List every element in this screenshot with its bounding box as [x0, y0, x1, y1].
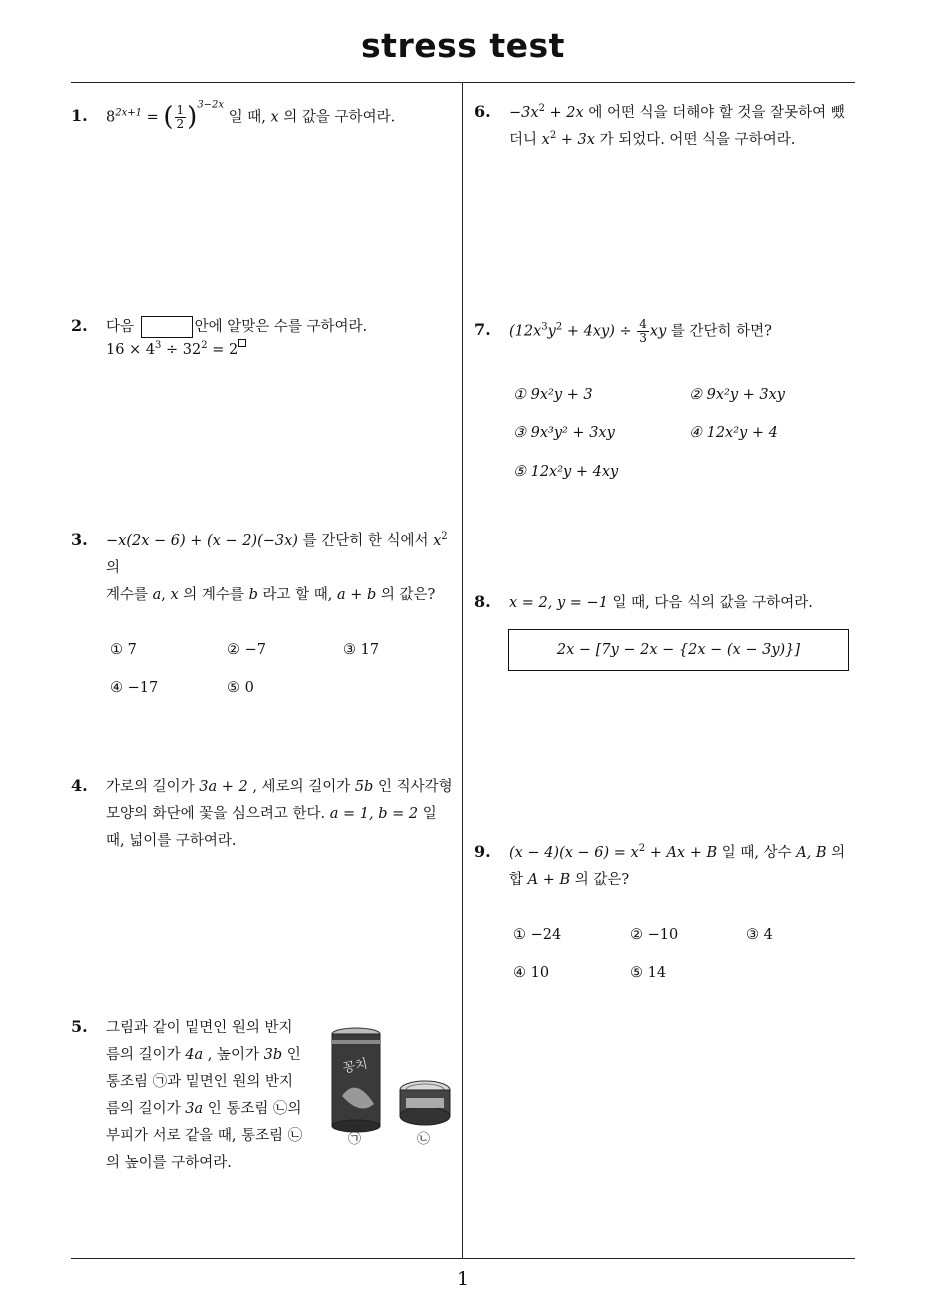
question-line: 그림과 같이 밑면인 원의 반지 [106, 1020, 293, 1036]
math-exponent: 2 [441, 531, 448, 542]
text: , 높이가 [203, 1047, 264, 1063]
math: A + B [527, 872, 571, 888]
question-7 [474, 318, 864, 492]
math: a = 1, b = 2 [329, 806, 419, 822]
math-exponent: 2 [555, 321, 563, 333]
bottom-rule [71, 1258, 855, 1259]
question-number: 5. [71, 1017, 88, 1036]
text: 의 값은? [570, 872, 630, 888]
text: 라고 할 때, [257, 587, 337, 603]
math: x [541, 132, 550, 148]
question-number: 9. [474, 842, 491, 861]
question-line: 때, 넓이를 구하여라. [106, 833, 237, 849]
math: + 2x [544, 105, 584, 121]
question-line [106, 774, 461, 801]
choice-1[interactable]: ① −24 [513, 927, 562, 943]
top-rule [71, 82, 855, 83]
answer-blank-box [141, 316, 193, 338]
question-4 [71, 774, 461, 855]
text: 일 [418, 806, 437, 822]
question-line [106, 1042, 331, 1069]
question-line: 통조림 ㉠과 밑면인 원의 반지 [106, 1074, 294, 1090]
short-can-image [398, 1078, 452, 1134]
expression-box: 2x − [7y − 2x − {2x − (x − 3y)}] [508, 629, 849, 671]
math-exponent: 2 [638, 843, 646, 854]
math-var: b [248, 587, 258, 603]
question-body [509, 840, 864, 1002]
choice-1[interactable]: ① 9x²y + 3 [513, 386, 593, 403]
choice-list [509, 382, 864, 492]
math-exponent: 3 [155, 340, 162, 351]
text: 계수를 [106, 587, 153, 603]
question-number: 8. [474, 592, 491, 611]
choice-2[interactable]: ② −10 [630, 927, 679, 943]
question-2 [71, 314, 451, 364]
choice-3[interactable]: ③ 4 [746, 927, 773, 943]
math-exponent: 2 [201, 340, 208, 351]
choice-1[interactable]: ① 7 [110, 642, 137, 658]
question-5 [71, 1015, 331, 1177]
text: 다음 [106, 319, 139, 335]
math: 5b [354, 779, 374, 795]
fraction-numerator: 1 [176, 103, 185, 117]
question-body [106, 1015, 331, 1177]
question-expression [106, 337, 451, 364]
question-number: 1. [71, 106, 88, 125]
text: 일 때, 다음 식의 값을 구하여라. [607, 595, 813, 611]
math: a + b [336, 587, 377, 603]
page-number: 1 [456, 1268, 470, 1290]
text: 안에 알맞은 수를 구하여라. [194, 319, 368, 335]
column-divider [462, 83, 463, 1258]
exponent-blank-box [238, 339, 246, 347]
math-var: x [170, 587, 179, 603]
question-line: 의 높이를 구하여라. [106, 1155, 232, 1171]
can-brand-text: 꽁치 [341, 1056, 370, 1077]
math-exponent: 3 [541, 321, 548, 333]
choice-2[interactable]: ② 9x²y + 3xy [689, 386, 785, 403]
math: (12x [509, 323, 542, 340]
question-body [509, 318, 864, 492]
question-body [509, 590, 864, 617]
fraction-denominator: 3 [639, 331, 647, 345]
choice-4[interactable]: ④ 10 [513, 965, 550, 981]
text: 를 간단히 한 식에서 [297, 533, 434, 549]
right-paren: ) [187, 102, 198, 132]
question-1 [71, 99, 451, 132]
question-body [106, 774, 461, 855]
question-6 [474, 100, 864, 154]
tall-can-image [330, 1026, 382, 1134]
text: 합 [509, 872, 528, 888]
text: 의 [826, 845, 846, 861]
text: 의 계수를 [178, 587, 249, 603]
math: (x − 4)(x − 6) = x [509, 845, 639, 861]
math-exponent: 2 [549, 130, 557, 141]
fraction [175, 104, 187, 131]
math-exponent: 2x+1 [115, 107, 142, 119]
can-label-2: ㉡ [417, 1132, 431, 1147]
question-line [106, 528, 461, 582]
text: 가 되었다. 어떤 식을 구하여라. [594, 132, 796, 148]
question-line [509, 100, 864, 127]
question-number: 6. [474, 102, 491, 121]
math: 3b [263, 1047, 283, 1063]
question-number: 3. [71, 530, 88, 549]
choice-4[interactable]: ④ 12x²y + 4 [689, 424, 778, 441]
text: 인 [282, 1047, 301, 1063]
text: 의 값을 구하여라. [278, 109, 396, 126]
page-title: stress test [361, 26, 565, 65]
text: 인 직사각형 [373, 779, 453, 795]
choice-list [106, 637, 461, 727]
choice-3[interactable]: ③ 17 [343, 642, 380, 658]
math: −x(2x − 6) + (x − 2)(−3x) [106, 533, 298, 549]
question-line [509, 590, 864, 617]
choice-4[interactable]: ④ −17 [110, 680, 159, 696]
question-line [106, 801, 461, 828]
choice-list [509, 922, 864, 1002]
math-var: x [270, 109, 279, 126]
math: + Ax + B [645, 845, 718, 861]
text: 더니 [509, 132, 542, 148]
math: = 2 [207, 342, 239, 358]
text: , 세로의 길이가 [247, 779, 355, 795]
text: 모양의 화단에 꽃을 심으려고 한다. [106, 806, 330, 822]
math: ÷ 32 [161, 342, 202, 358]
choice-3[interactable]: ③ 9x³y² + 3xy [513, 424, 615, 441]
question-9 [474, 840, 864, 1002]
question-line [509, 318, 864, 346]
cans-figure [328, 1022, 453, 1147]
math: −3x [509, 105, 539, 121]
text: 름의 길이가 [106, 1047, 186, 1063]
text: 일 때, [224, 109, 271, 126]
math: + 4xy) ÷ [562, 323, 637, 340]
question-line [509, 840, 864, 867]
fraction [637, 318, 649, 345]
question-8 [474, 590, 864, 680]
question-body [106, 99, 451, 132]
question-body [509, 100, 864, 154]
math: 3a [185, 1101, 204, 1117]
math-var: x [433, 533, 442, 549]
text: 를 간단히 하면? [666, 323, 772, 340]
text: 가로의 길이가 [106, 779, 200, 795]
math-exponent-2: 3−2x [197, 99, 225, 111]
math: A, B [796, 845, 827, 861]
text: 인 통조림 ㉡의 [203, 1101, 302, 1117]
math: xy [649, 323, 667, 340]
question-line [509, 867, 864, 894]
math-base: 8 [106, 109, 116, 126]
question-number: 2. [71, 316, 88, 335]
left-paren: ( [163, 102, 174, 132]
choice-5[interactable]: ⑤ 14 [630, 965, 667, 981]
math: 4a [185, 1047, 204, 1063]
choice-5[interactable]: ⑤ 0 [227, 680, 254, 696]
question-body [106, 528, 461, 727]
math-equals: = [141, 109, 164, 126]
math-var: a [152, 587, 162, 603]
math: + 3x [556, 132, 595, 148]
question-number: 4. [71, 776, 88, 795]
text: , [161, 587, 171, 603]
text: 름의 길이가 [106, 1101, 186, 1117]
text: 의 값은? [376, 587, 436, 603]
choice-5[interactable]: ⑤ 12x²y + 4xy [513, 463, 619, 480]
math: x = 2, y = −1 [509, 595, 608, 611]
question-body [106, 314, 451, 364]
text: 의 [106, 560, 121, 576]
can-label-1: ㉠ [348, 1132, 362, 1147]
text: 에 어떤 식을 더해야 할 것을 잘못하여 뺐 [583, 105, 845, 121]
choice-2[interactable]: ② −7 [227, 642, 266, 658]
math-exponent: 2 [538, 103, 545, 114]
question-line [509, 127, 864, 154]
question-line [106, 582, 461, 609]
math: y [547, 323, 556, 340]
question-line [106, 1096, 331, 1123]
math: 16 × 4 [106, 342, 156, 358]
math: 3a + 2 [199, 779, 248, 795]
text: 일 때, 상수 [717, 845, 797, 861]
question-number: 7. [474, 320, 491, 339]
question-3 [71, 528, 461, 727]
question-line: 부피가 서로 같을 때, 통조림 ㉡ [106, 1128, 303, 1144]
fraction-denominator: 2 [176, 117, 185, 131]
fraction-numerator: 4 [639, 317, 647, 331]
